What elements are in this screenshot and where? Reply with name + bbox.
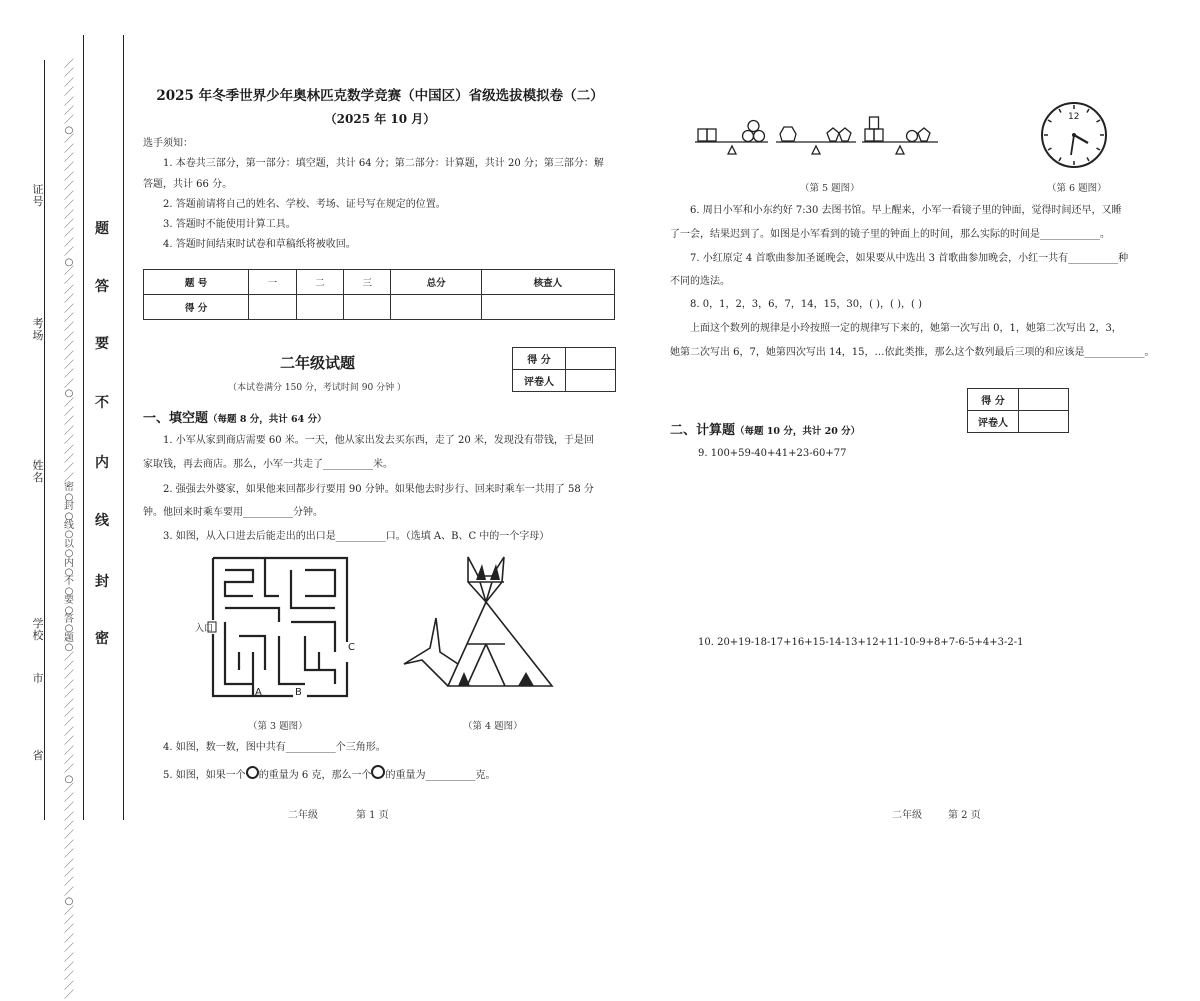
section1-title: [143, 407, 327, 426]
label-id-number: 证号: [32, 183, 44, 208]
q5-text-a: 5. 如图，如果一个: [163, 770, 246, 781]
mini-reviewer-cell[interactable]: [566, 370, 616, 392]
clock-hour-hand: [1074, 135, 1088, 143]
score-header-part3: 三: [344, 270, 391, 295]
q1-line2: 家取钱，再去商店。那么，小军一共走了__________米。: [143, 459, 393, 470]
q8-line2: 上面这个数列的规律是小玲按照一定的规律写下来的，她第一次写出 0，1，她第二次写出 2，3，: [690, 323, 1122, 334]
exam-date: （2025 年 10 月）: [324, 112, 436, 126]
seal-char-7: 答: [95, 279, 109, 295]
q1-line1: 1. 小军从家到商店需要 60 米。一天，他从家出发去买东西，走了 20 米，发现没有带钱，于是回: [163, 435, 594, 446]
circle-icon: [246, 766, 259, 779]
seal-char-8: 题: [95, 221, 109, 237]
score-cell[interactable]: [344, 295, 391, 320]
q6-line2: 了一会，结果迟到了。如图是小军看到的镜子里的钟面上的时间，那么实际的时间是____________。: [670, 229, 1110, 240]
seal-dashed-line: ／／／／／／／○／／／／／／／／／／／／／○／／／／／／／／／／／／／○／／／／／／／／／密○封○线○以○内○不○要○答○题○／／／／／／／／／／／／／○／／／／／／／／／／／／○／／／／／／／／／／: [64, 59, 74, 1001]
section2-note: （每题 10 分，共计 20 分）: [735, 426, 861, 437]
mini-reviewer-label: 评卷人: [968, 411, 1019, 433]
instruction-4: 4. 答题时间结束时试卷和草稿纸将被收回。: [163, 239, 356, 250]
footer-p1-grade: 二年级: [288, 810, 318, 821]
label-city: 市: [32, 672, 44, 685]
instructions-heading: 选手须知：: [143, 138, 193, 149]
clock-twelve-label: 12: [1068, 112, 1080, 122]
score-header-number: 题 号: [144, 270, 249, 295]
score-cell[interactable]: [481, 295, 614, 320]
footer-p1-page: 第 1 页: [356, 810, 389, 821]
binding-line-right: [123, 35, 124, 820]
exam-title: 2025 年冬季世界少年奥林匹克数学竞赛（中国区）省级选拔模拟卷（二）: [156, 88, 604, 104]
score-cell[interactable]: [391, 295, 481, 320]
seal-char-5: 不: [95, 395, 109, 411]
mirror-clock-figure: [1040, 101, 1108, 169]
score-cell[interactable]: [296, 295, 343, 320]
q9-expression: 9. 100+59-40+41+23-60+77: [698, 448, 847, 459]
q8-line1: 8. 0，1，2，3，6，7，14，15，30，( )，( )，( ): [690, 299, 923, 310]
q4-line: 4. 如图，数一数，图中共有__________个三角形。: [163, 742, 386, 753]
q5-text-b: 的重量为 6 克，那么一个: [258, 770, 372, 781]
label-school: 学校: [32, 617, 44, 642]
mini-score-label: 得 分: [968, 389, 1019, 411]
q9-answer-area[interactable]: [698, 466, 1168, 626]
grade-title: 二年级试题: [280, 354, 356, 372]
instruction-1-cont: 答题，共计 66 分。: [143, 179, 233, 190]
binding-line-left: [44, 60, 45, 820]
instruction-3: 3. 答题时不能使用计算工具。: [163, 219, 296, 230]
footer-p2-grade: 二年级: [892, 810, 922, 821]
maze-label-b: B: [295, 687, 302, 698]
section2-title-text: 二、计算题: [670, 423, 736, 438]
score-header-part1: 一: [249, 270, 296, 295]
q3-line: 3. 如图，从入口进去后能走出的出口是__________口。（选填 A、B、C 中的一个字母）: [163, 531, 550, 542]
mini-score-cell[interactable]: [1019, 389, 1069, 411]
q7-line2: 不同的选法。: [670, 276, 730, 287]
maze-figure: [195, 552, 365, 702]
mini-score-label: 得 分: [513, 348, 566, 370]
label-exam-room: 考场: [32, 317, 44, 342]
q8-line3: 她第二次写出 6，7，她第四次写出 14，15，…依此类推，那么这个数列最后三项的和应该是____________。: [670, 347, 1155, 358]
footer-p2-page: 第 2 页: [948, 810, 981, 821]
mini-reviewer-cell[interactable]: [1019, 411, 1069, 433]
binding-line-mid: [83, 35, 84, 820]
label-province: 省: [32, 749, 44, 762]
q2-line1: 2. 强强去外婆家，如果他来回都步行要用 90 分钟。如果他去时步行、回来时乘车一共用了 58 分: [163, 484, 594, 495]
grade-subtitle: （本试卷满分 150 分，考试时间 90 分钟 ）: [228, 383, 406, 393]
q10-expression: 10. 20+19-18-17+16+15-14-13+12+11-10-9+8+7-6-5+4+3-2-1: [698, 637, 1024, 648]
instruction-2: 2. 答题前请将自己的姓名、学校、考场、证号写在规定的位置。: [163, 199, 446, 210]
maze-label-a: A: [255, 687, 262, 698]
caption-q3: （第 3 题图）: [248, 721, 308, 732]
section2-title: [670, 419, 860, 438]
seal-char-2: 封: [95, 574, 109, 590]
score-cell[interactable]: [249, 295, 296, 320]
maze-entry-label: 入口: [195, 624, 214, 634]
seal-char-1: 密: [95, 631, 109, 647]
instruction-1: 1. 本卷共三部分，第一部分：填空题，共计 64 分；第二部分：计算题，共计 20 分；第三部分：解: [163, 158, 604, 169]
q5-text-c: 的重量为__________克。: [385, 770, 496, 781]
mini-score-table-2: [967, 388, 1069, 433]
seal-char-4: 内: [95, 455, 109, 471]
mini-reviewer-label: 评卷人: [513, 370, 566, 392]
maze-label-c: C: [348, 642, 355, 653]
score-row-label: 得 分: [144, 295, 249, 320]
q10-answer-area[interactable]: [698, 655, 1168, 795]
balance-scales-figure: [690, 112, 940, 160]
seal-char-3: 线: [95, 513, 109, 529]
section1-note: （每题 8 分，共计 64 分）: [208, 414, 327, 425]
mini-score-table-1: [512, 347, 616, 392]
mini-score-cell[interactable]: [566, 348, 616, 370]
q2-line2: 钟。他回来时乘车要用__________分钟。: [143, 507, 323, 518]
q5-line: [163, 765, 495, 784]
section1-title-text: 一、填空题: [143, 411, 209, 426]
score-header-checker: 核查人: [481, 270, 614, 295]
triangle-cat-figure: [400, 552, 565, 692]
caption-q5: （第 5 题图）: [800, 183, 860, 194]
score-header-part2: 二: [296, 270, 343, 295]
clock-minute-hand: [1071, 135, 1074, 155]
pentagon-icon: [371, 765, 385, 779]
score-table: [143, 269, 615, 320]
q6-line1: 6. 周日小军和小东约好 7:30 去图书馆。早上醒来，小军一看镜子里的钟面，觉得时间还早，又睡: [690, 205, 1122, 216]
seal-char-6: 要: [95, 336, 109, 352]
caption-q6: （第 6 题图）: [1047, 183, 1107, 194]
q7-line1: 7. 小红原定 4 首歌曲参加圣诞晚会，如果要从中选出 3 首歌曲参加晚会，小红一共有__________种: [690, 253, 1129, 264]
caption-q4: （第 4 题图）: [463, 721, 523, 732]
score-header-total: 总分: [391, 270, 481, 295]
label-name: 姓名: [32, 459, 44, 484]
